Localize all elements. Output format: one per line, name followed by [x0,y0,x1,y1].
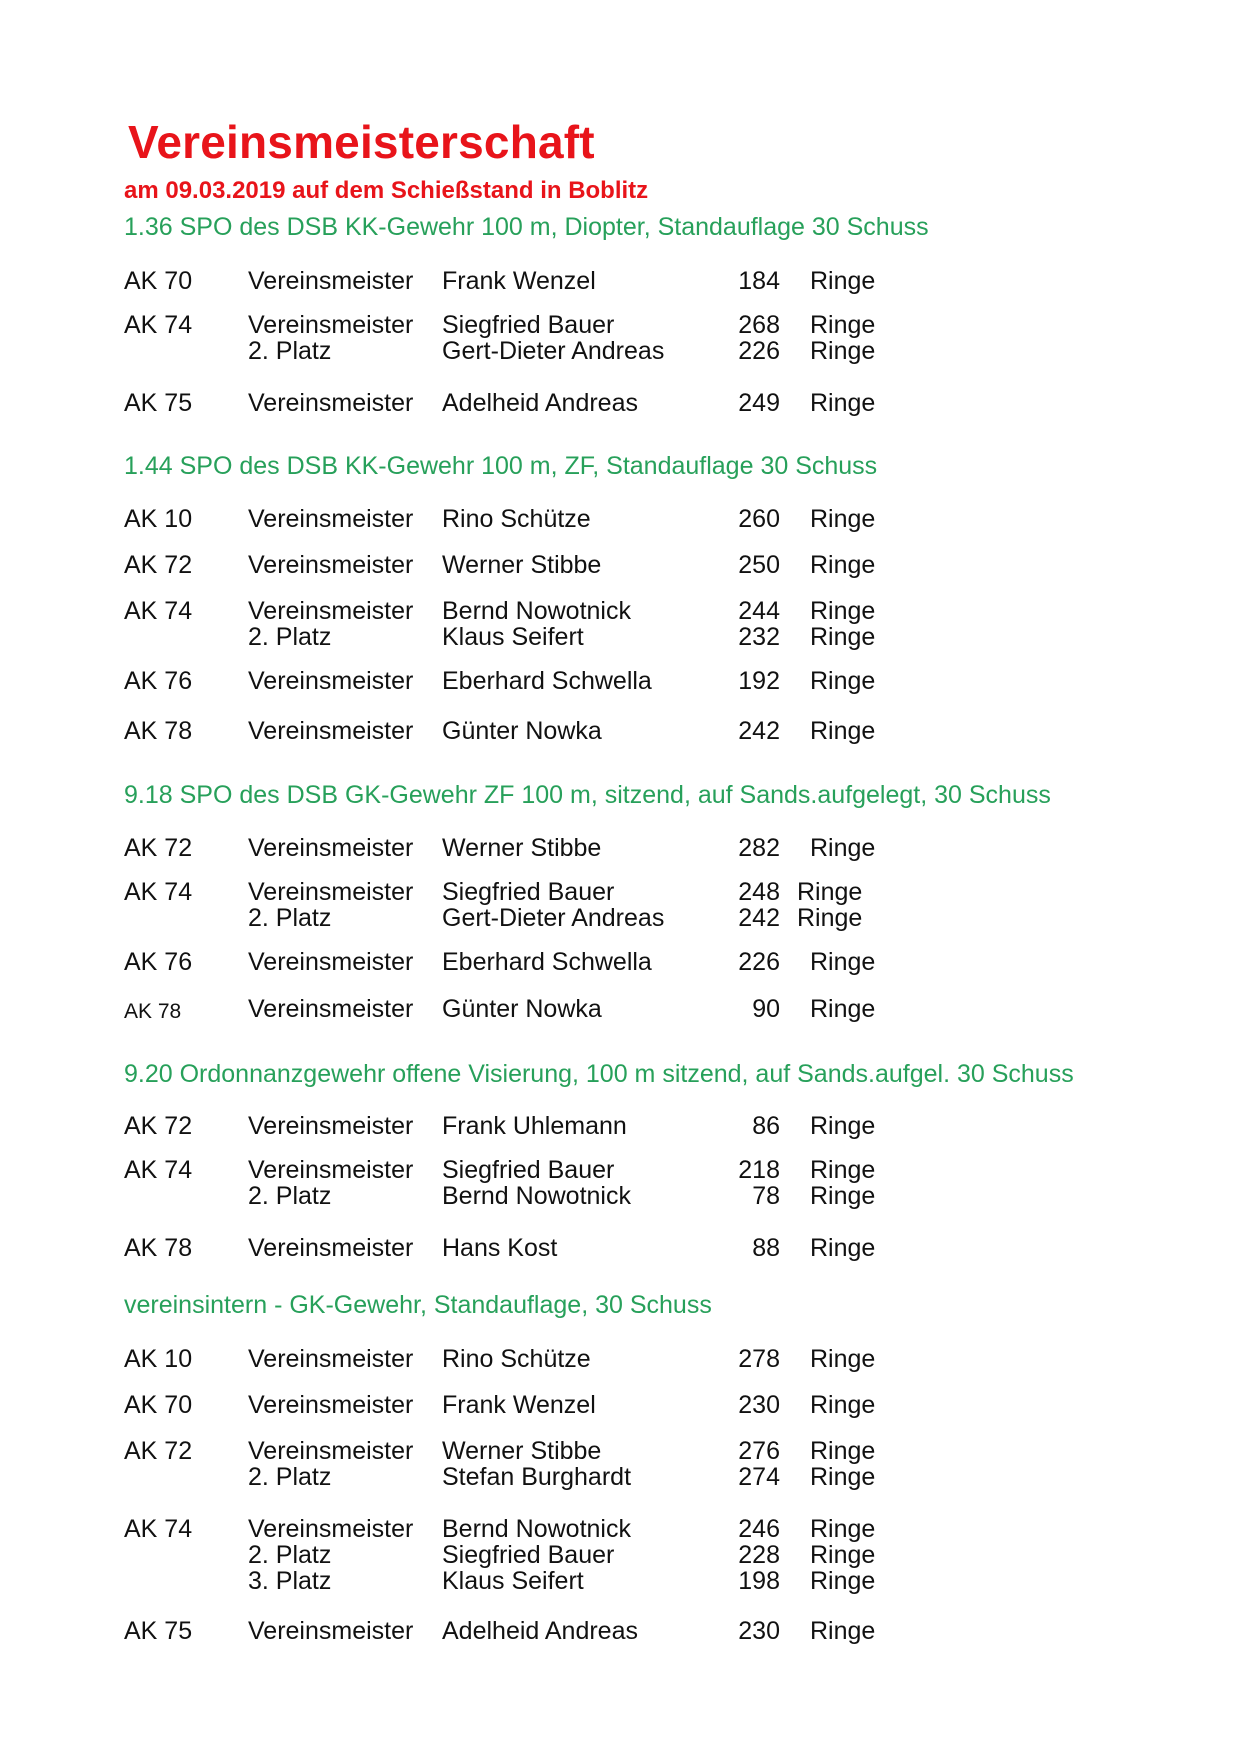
age-class: AK 70 [124,1391,193,1419]
score-value: 228 [738,1541,780,1569]
score-unit-column [810,1346,875,1372]
shooter-name: Klaus Seifert [442,1567,584,1595]
shooter-name: Gert-Dieter Andreas [442,904,665,932]
score-unit-column [810,598,875,650]
placement: Vereinsmeister [248,1156,414,1184]
placement: 2. Platz [248,623,332,651]
age-class: AK 72 [124,1437,193,1465]
placement-column [248,1157,413,1209]
score-unit-column [810,949,875,975]
score-unit-column [810,312,875,364]
shooter-name-column [442,598,631,650]
score-unit: Ringe [810,1617,876,1645]
score-unit: Ringe [810,1156,876,1184]
score-unit-column [810,1235,875,1261]
placement: Vereinsmeister [248,267,414,295]
shooter-name-column [442,268,596,294]
placement-column [248,312,413,364]
score-value: 226 [738,337,780,365]
score-value-column [738,552,780,578]
shooter-name: Werner Stibbe [442,1437,602,1465]
score-value-column [738,1516,780,1594]
placement-column [248,268,413,294]
score-value: 242 [738,904,780,932]
placement-column [248,718,413,744]
shooter-name-column [442,1157,631,1209]
score-value: 276 [738,1437,780,1465]
score-value: 218 [738,1156,780,1184]
shooter-name-column [442,718,602,744]
shooter-name: Bernd Nowotnick [442,597,631,625]
placement: Vereinsmeister [248,878,414,906]
shooter-name-column [442,552,601,578]
score-value-column [738,1346,780,1372]
score-unit: Ringe [810,311,876,339]
placement-column [248,1235,413,1261]
placement-column [248,552,413,578]
placement: Vereinsmeister [248,1617,414,1645]
shooter-name: Frank Wenzel [442,267,596,295]
shooter-name-column [442,1438,631,1490]
score-unit: Ringe [810,667,876,695]
placement: 2. Platz [248,1182,332,1210]
score-unit-column [810,268,875,294]
placement-column [248,668,413,694]
shooter-name: Hans Kost [442,1234,558,1262]
shooter-name: Siegfried Bauer [442,1156,615,1184]
shooter-name: Werner Stibbe [442,551,602,579]
score-value: 282 [738,834,780,862]
score-value: 230 [738,1391,780,1419]
age-class: AK 74 [124,597,193,625]
score-unit-column [810,1392,875,1418]
section-title: 1.36 SPO des DSB KK-Gewehr 100 m, Diopter, Standauflage 30 Schuss [124,213,929,241]
placement: Vereinsmeister [248,667,414,695]
placement: Vereinsmeister [248,1345,414,1373]
score-value-column [738,1157,780,1209]
shooter-name: Stefan Burghardt [442,1463,632,1491]
score-value-column [738,1438,780,1490]
placement: Vereinsmeister [248,311,414,339]
placement: Vereinsmeister [248,1391,414,1419]
score-value: 232 [738,623,780,651]
shooter-name: Eberhard Schwella [442,948,652,976]
score-value: 268 [738,311,780,339]
score-value: 230 [738,1617,780,1645]
document-subtitle: am 09.03.2019 auf dem Schießstand in Boblitz [124,177,649,204]
score-value: 90 [752,995,780,1023]
shooter-name: Günter Nowka [442,717,602,745]
shooter-name-column [442,1516,631,1594]
score-unit-column [810,390,875,416]
score-unit: Ringe [797,878,863,906]
score-unit: Ringe [810,505,876,533]
score-unit: Ringe [810,834,876,862]
age-class: AK 75 [124,389,193,417]
shooter-name-column [442,668,652,694]
placement: 3. Platz [248,1567,332,1595]
placement: 2. Platz [248,337,332,365]
score-value: 78 [752,1182,780,1210]
shooter-name: Gert-Dieter Andreas [442,337,665,365]
score-unit: Ringe [810,1463,876,1491]
age-class: AK 72 [124,551,193,579]
shooter-name-column [442,312,664,364]
shooter-name-column [442,1113,627,1139]
placement-column [248,1516,413,1594]
score-unit: Ringe [810,337,876,365]
score-value: 246 [738,1515,780,1543]
score-unit-column [797,879,862,931]
score-unit: Ringe [810,948,876,976]
section-title: vereinsintern - GK-Gewehr, Standauflage, 30 Schuss [124,1291,712,1319]
score-unit-column [810,506,875,532]
placement-column [248,1113,413,1139]
score-unit-column [810,1618,875,1644]
shooter-name: Werner Stibbe [442,834,602,862]
placement-column [248,1618,413,1644]
shooter-name-column [442,1235,557,1261]
age-class: AK 78 [124,717,193,745]
score-unit: Ringe [810,1345,876,1373]
age-class: AK 72 [124,1112,193,1140]
score-value-column [752,1113,780,1139]
placement-column [248,879,413,931]
placement: 2. Platz [248,1463,332,1491]
placement: Vereinsmeister [248,717,414,745]
score-value-column [738,1618,780,1644]
age-class: AK 74 [124,1156,193,1184]
age-class: AK 74 [124,1515,193,1543]
score-unit: Ringe [810,597,876,625]
score-unit: Ringe [810,1437,876,1465]
score-unit: Ringe [810,551,876,579]
placement: Vereinsmeister [248,389,414,417]
score-value-column [738,718,780,744]
score-unit: Ringe [810,1567,876,1595]
score-unit: Ringe [810,1112,876,1140]
age-class: AK 76 [124,948,193,976]
score-value-column [738,668,780,694]
score-value: 88 [752,1234,780,1262]
age-class: AK 78 [124,1234,193,1262]
placement: 2. Platz [248,904,332,932]
score-value: 248 [738,878,780,906]
score-value-column [752,1235,780,1261]
score-value: 242 [738,717,780,745]
placement-column [248,390,413,416]
shooter-name: Bernd Nowotnick [442,1182,631,1210]
score-unit-column [810,552,875,578]
score-unit: Ringe [810,389,876,417]
score-value: 260 [738,505,780,533]
score-unit: Ringe [810,267,876,295]
score-unit: Ringe [810,1182,876,1210]
age-class: AK 78 [124,1000,182,1023]
shooter-name: Frank Uhlemann [442,1112,627,1140]
placement-column [248,1346,413,1372]
score-unit: Ringe [810,1391,876,1419]
score-value-column [752,996,780,1022]
score-value-column [738,1392,780,1418]
score-unit-column [810,1516,875,1594]
score-unit-column [810,1157,875,1209]
score-value: 226 [738,948,780,976]
score-value: 86 [752,1112,780,1140]
placement: Vereinsmeister [248,1437,414,1465]
score-value-column [738,390,780,416]
shooter-name: Siegfried Bauer [442,1541,615,1569]
placement: Vereinsmeister [248,834,414,862]
placement-column [248,1438,413,1490]
shooter-name-column [442,835,601,861]
shooter-name: Adelheid Andreas [442,1617,638,1645]
placement: Vereinsmeister [248,1515,414,1543]
placement-column [248,506,413,532]
score-value: 249 [738,389,780,417]
score-value-column [738,949,780,975]
shooter-name: Adelheid Andreas [442,389,638,417]
score-value: 192 [738,667,780,695]
shooter-name: Bernd Nowotnick [442,1515,631,1543]
shooter-name: Rino Schütze [442,1345,591,1373]
placement: Vereinsmeister [248,1234,414,1262]
shooter-name-column [442,1346,591,1372]
score-unit-column [810,668,875,694]
section-title: 9.18 SPO des DSB GK-Gewehr ZF 100 m, sitzend, auf Sands.aufgelegt, 30 Schuss [124,781,1051,809]
score-unit: Ringe [810,1541,876,1569]
score-value: 274 [738,1463,780,1491]
score-value: 250 [738,551,780,579]
placement-column [248,996,413,1022]
score-unit: Ringe [797,904,863,932]
section-title: 9.20 Ordonnanzgewehr offene Visierung, 100 m sitzend, auf Sands.aufgel. 30 Schuss [124,1060,1074,1088]
placement: Vereinsmeister [248,1112,414,1140]
age-class: AK 76 [124,667,193,695]
placement: Vereinsmeister [248,948,414,976]
score-value-column [738,268,780,294]
shooter-name: Günter Nowka [442,995,602,1023]
document-title: Vereinsmeisterschaft [128,116,595,168]
placement: 2. Platz [248,1541,332,1569]
shooter-name: Rino Schütze [442,505,591,533]
shooter-name: Siegfried Bauer [442,878,615,906]
section-title: 1.44 SPO des DSB KK-Gewehr 100 m, ZF, Standauflage 30 Schuss [124,452,878,480]
placement: Vereinsmeister [248,505,414,533]
shooter-name-column [442,879,664,931]
shooter-name-column [442,1392,596,1418]
age-class: AK 70 [124,267,193,295]
shooter-name-column [442,949,652,975]
score-value: 184 [738,267,780,295]
score-unit-column [810,1438,875,1490]
score-unit: Ringe [810,1234,876,1262]
shooter-name-column [442,996,602,1022]
age-class: AK 72 [124,834,193,862]
placement: Vereinsmeister [248,995,414,1023]
score-value: 198 [738,1567,780,1595]
score-unit-column [810,718,875,744]
score-value: 244 [738,597,780,625]
score-unit: Ringe [810,717,876,745]
age-class: AK 10 [124,505,193,533]
shooter-name-column [442,506,591,532]
shooter-name-column [442,390,638,416]
score-unit-column [810,835,875,861]
score-unit-column [810,996,875,1022]
shooter-name: Frank Wenzel [442,1391,596,1419]
score-value-column [738,506,780,532]
placement: Vereinsmeister [248,551,414,579]
shooter-name: Klaus Seifert [442,623,584,651]
score-unit: Ringe [810,995,876,1023]
placement-column [248,598,413,650]
score-value: 278 [738,1345,780,1373]
score-unit: Ringe [810,623,876,651]
age-class: AK 74 [124,311,193,339]
age-class: AK 74 [124,878,193,906]
placement-column [248,949,413,975]
shooter-name: Eberhard Schwella [442,667,652,695]
score-unit: Ringe [810,1515,876,1543]
placement: Vereinsmeister [248,597,414,625]
placement-column [248,835,413,861]
score-unit-column [810,1113,875,1139]
placement-column [248,1392,413,1418]
shooter-name-column [442,1618,638,1644]
age-class: AK 10 [124,1345,193,1373]
score-value-column [738,312,780,364]
score-value-column [738,879,780,931]
score-value-column [738,835,780,861]
score-value-column [738,598,780,650]
age-class: AK 75 [124,1617,193,1645]
shooter-name: Siegfried Bauer [442,311,615,339]
